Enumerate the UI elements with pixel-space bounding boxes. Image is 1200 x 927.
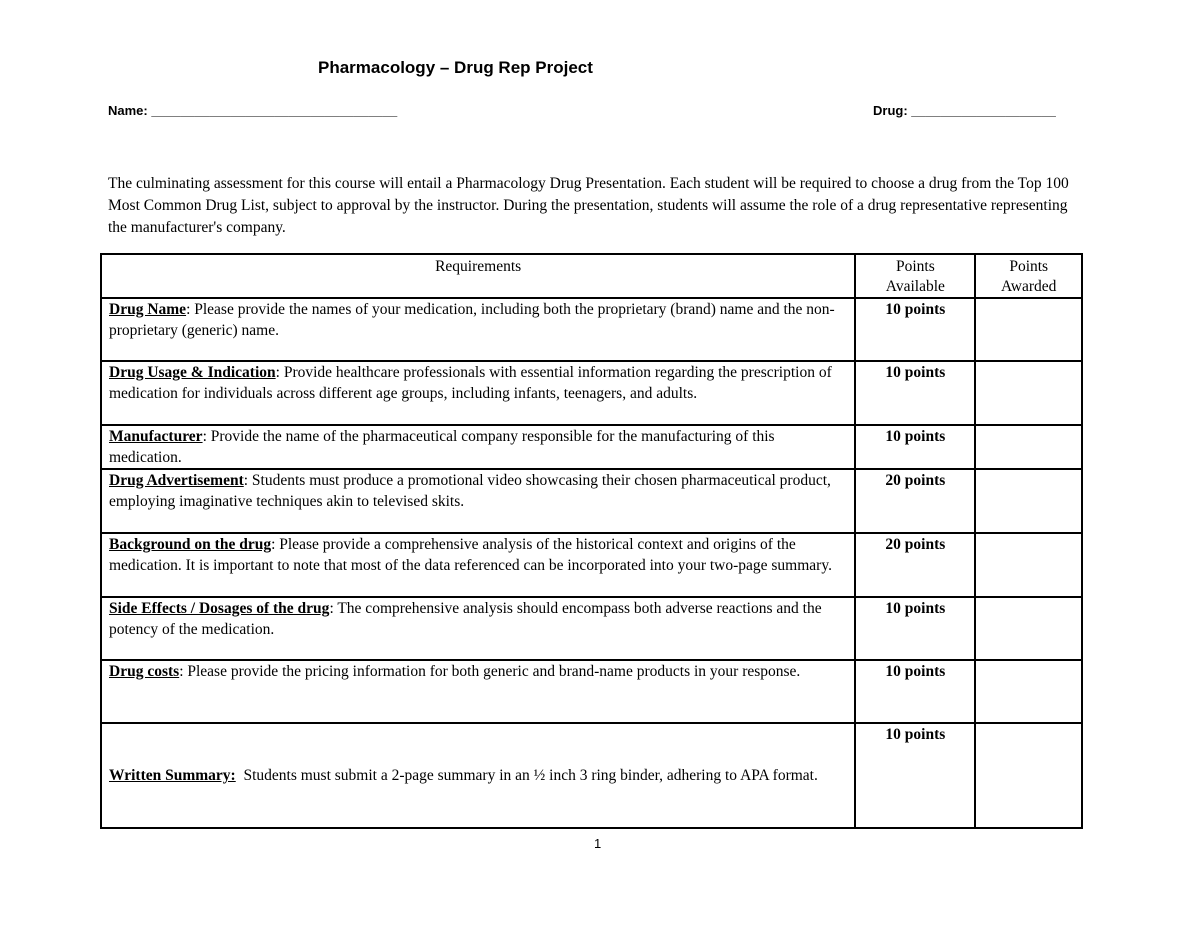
points-awarded-cell[interactable]: [975, 723, 1082, 828]
drug-field: Drug: ____________________: [873, 103, 1056, 118]
requirement-text: : The comprehensive analysis should encompass both adverse reactions and the potency of the medication.: [109, 600, 822, 638]
header-requirements-label: Requirements: [435, 258, 522, 275]
table-row: [101, 298, 1082, 361]
requirement-text: : Provide healthcare professionals with essential information regarding the prescription of medication for individuals across different age groups, including infants, teenagers, and adults.: [109, 364, 832, 402]
name-field: Name: __________________________________: [108, 103, 398, 118]
header-available-line1: Points: [895, 258, 935, 275]
requirement-text: Students must submit a 2-page summary in an ½ inch 3 ring binder, adhering to APA format.: [235, 767, 818, 784]
header-requirements: [101, 254, 855, 298]
requirement-text: : Provide the name of the pharmaceutical company responsible for the manufacturing of this medication.: [109, 428, 775, 466]
table-row: [101, 723, 1082, 828]
header-points-available: [855, 254, 975, 298]
requirement-title: Drug Name: [109, 301, 187, 318]
points-available-cell: 20 points: [855, 469, 975, 533]
requirement-cell: [101, 597, 855, 660]
points-available-cell: 10 points: [855, 298, 975, 361]
requirement-text: : Please provide a comprehensive analysis of the historical context and origins of the medication. It is important to note that most of the data referenced can be incorporated into your two-page summary.: [109, 536, 832, 574]
requirement-cell: [101, 469, 855, 533]
requirement-title: Manufacturer: [109, 428, 203, 445]
table-header-row: [101, 254, 1082, 298]
table-row: [101, 469, 1082, 533]
points-awarded-cell[interactable]: [975, 533, 1082, 597]
points-available-cell: 10 points: [855, 597, 975, 660]
points-available-cell: 10 points: [855, 361, 975, 425]
points-available-cell: 10 points: [855, 660, 975, 723]
requirement-title: Written Summary:: [109, 767, 236, 784]
intro-paragraph: The culminating assessment for this course will entail a Pharmacology Drug Presentation. Each student will be required to choose a drug from the Top 100 Most Common Drug List, subject to approval by the instructor. During the presentation, students will assume the role of a drug representative representing the manufacturer's company.: [108, 175, 1069, 236]
page-number: 1: [594, 836, 602, 851]
points-available-cell: 10 points: [855, 425, 975, 469]
requirement-title: Background on the drug: [109, 536, 272, 553]
requirement-cell: [101, 425, 855, 469]
header-available-line2: Available: [885, 278, 945, 295]
requirement-title: Side Effects / Dosages of the drug: [109, 600, 330, 617]
points-awarded-cell[interactable]: [975, 298, 1082, 361]
rubric-table: [100, 253, 1083, 829]
points-available-cell: 10 points: [855, 723, 975, 828]
points-available-cell: 20 points: [855, 533, 975, 597]
requirement-cell: [101, 361, 855, 425]
points-awarded-cell[interactable]: [975, 660, 1082, 723]
points-awarded-cell[interactable]: [975, 469, 1082, 533]
requirement-text: : Please provide the names of your medication, including both the proprietary (brand) name and the non-proprietary (generic) name.: [109, 301, 835, 339]
table-row: [101, 425, 1082, 469]
table-row: [101, 361, 1082, 425]
points-awarded-cell[interactable]: [975, 361, 1082, 425]
requirement-text: : Please provide the pricing information for both generic and brand-name products in your response.: [179, 663, 801, 680]
table-row: [101, 660, 1082, 723]
requirement-title: Drug Advertisement: [109, 472, 244, 489]
requirement-cell: [101, 298, 855, 361]
requirement-text: : Students must produce a promotional video showcasing their chosen pharmaceutical product, employing imaginative techniques akin to televised skits.: [109, 472, 831, 510]
requirement-title: Drug Usage & Indication: [109, 364, 276, 381]
requirement-cell: [101, 533, 855, 597]
points-awarded-cell[interactable]: [975, 597, 1082, 660]
requirement-cell: [101, 723, 855, 828]
table-row: [101, 597, 1082, 660]
requirement-cell: [101, 660, 855, 723]
header-awarded-line2: Awarded: [1001, 278, 1057, 295]
points-awarded-cell[interactable]: [975, 425, 1082, 469]
header-awarded-line1: Points: [1009, 258, 1049, 275]
header-points-awarded: [975, 254, 1082, 298]
requirement-title: Drug costs: [109, 663, 180, 680]
table-row: [101, 533, 1082, 597]
page-title: Pharmacology – Drug Rep Project: [318, 58, 593, 77]
